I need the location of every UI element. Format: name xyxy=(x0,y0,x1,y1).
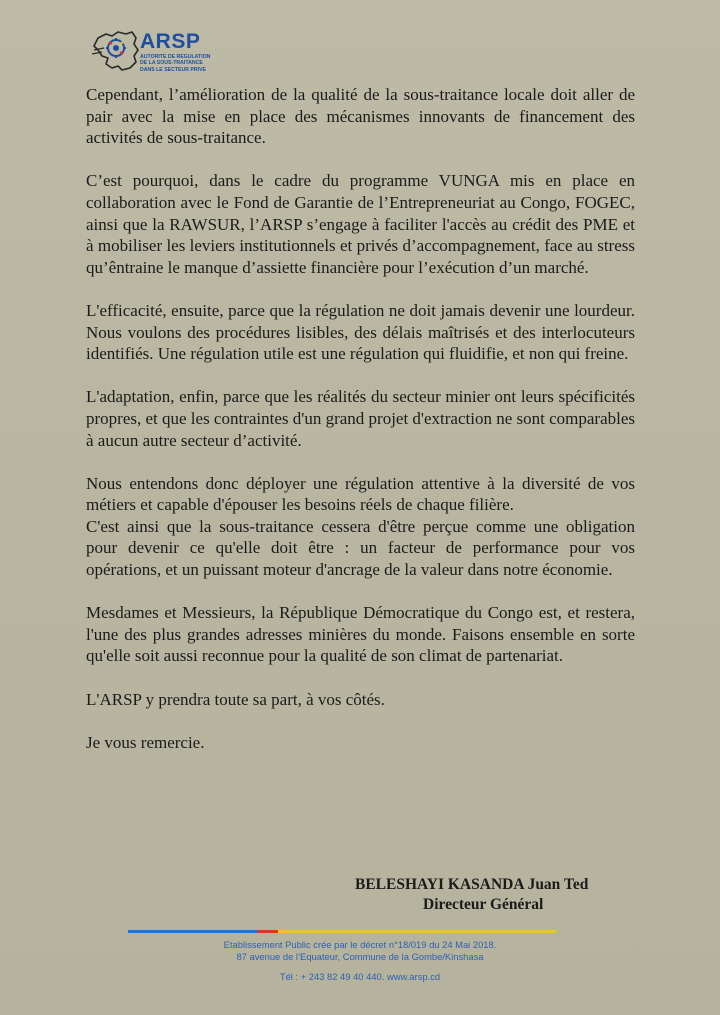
paragraph: Je vous remercie. xyxy=(86,732,205,752)
paragraph: C'est ainsi que la sous-traitance cessera d'être perçue comme une obligation pour devenir ce qu'elle doit être : un facteur de performance pour vos opérations, et un puissant moteur d'ancrage de la valeur dans notre économie. xyxy=(86,516,635,580)
paragraph: L'efficacité, ensuite, parce que la régulation ne doit jamais devenir une lourdeur. Nous voulons des procédures lisibles, des délais maîtrisés et des interlocuteurs identifiés. Une régulation utile est une régulation qui fluidifie, et non qui freine. xyxy=(86,300,635,364)
paragraph: Nous entendons donc déployer une régulation attentive à la diversité de vos métiers et capable d'épouser les besoins réels de chaque filière. xyxy=(86,473,635,515)
letter-body xyxy=(86,84,635,753)
paragraph: Mesdames et Messieurs, la République Démocratique du Congo est, et restera, l'une des plus grandes adresses minières du monde. Faisons ensemble en sorte qu'elle soit aussi reconnue pour la qualité de son climat de partenariat. xyxy=(86,603,635,666)
footer-address: 87 avenue de l’Equateur, Commune de la Gombe/Kinshasa xyxy=(236,951,484,962)
paragraph: L'adaptation, enfin, parce que les réalités du secteur minier ont leurs spécificités propres, et que les contraintes d'un grand projet d'extraction ne sont comparables à aucun autre secteur d’activité. xyxy=(86,387,636,450)
footer-stripe-blue xyxy=(128,930,258,933)
arsp-logo xyxy=(92,28,242,80)
footer-divider xyxy=(128,930,556,933)
paragraph: Cependant, l’amélioration de la qualité de la sous-traitance locale doit aller de pair avec la mise en place des mécanismes innovants de financement des activités de sous-traitance. xyxy=(86,85,635,148)
signatory-title: Directeur Général xyxy=(423,896,544,913)
footer-decree: Etablissement Public crée par le décret n°18/019 du 24 Mai 2018. xyxy=(223,939,497,950)
logo-name: ARSP xyxy=(140,30,201,53)
footer-contact: Tél : + 243 82 49 40 440. www.arsp.cd xyxy=(279,971,441,982)
signatory-name: BELESHAYI KASANDA Juan Ted xyxy=(355,876,589,893)
footer xyxy=(130,939,590,983)
logo-subtitle: AUTORITE DE REGULATION DE LA SOUS-TRAITANCE DANS LE SECTEUR PRIVE xyxy=(140,54,211,73)
drc-map-emblem-icon xyxy=(92,28,140,74)
footer-stripe-yellow xyxy=(278,930,556,933)
paragraph: C’est pourquoi, dans le cadre du programme VUNGA mis en place en collaboration avec le Fond de Garantie de l’Entrepreneuriat au Congo, FOGEC, ainsi que la RAWSUR, l’ARSP s’engage à faciliter l'accès au crédit des PME et à mobiliser les leviers institutionnels et privés d’accompagnement, face au stress qu’êntraine le manque d’assiette financière pour l’exécution d’un marché. xyxy=(86,171,635,277)
paragraph: L'ARSP y prendra toute sa part, à vos côtés. xyxy=(86,689,385,709)
footer-stripe-red xyxy=(258,930,278,933)
